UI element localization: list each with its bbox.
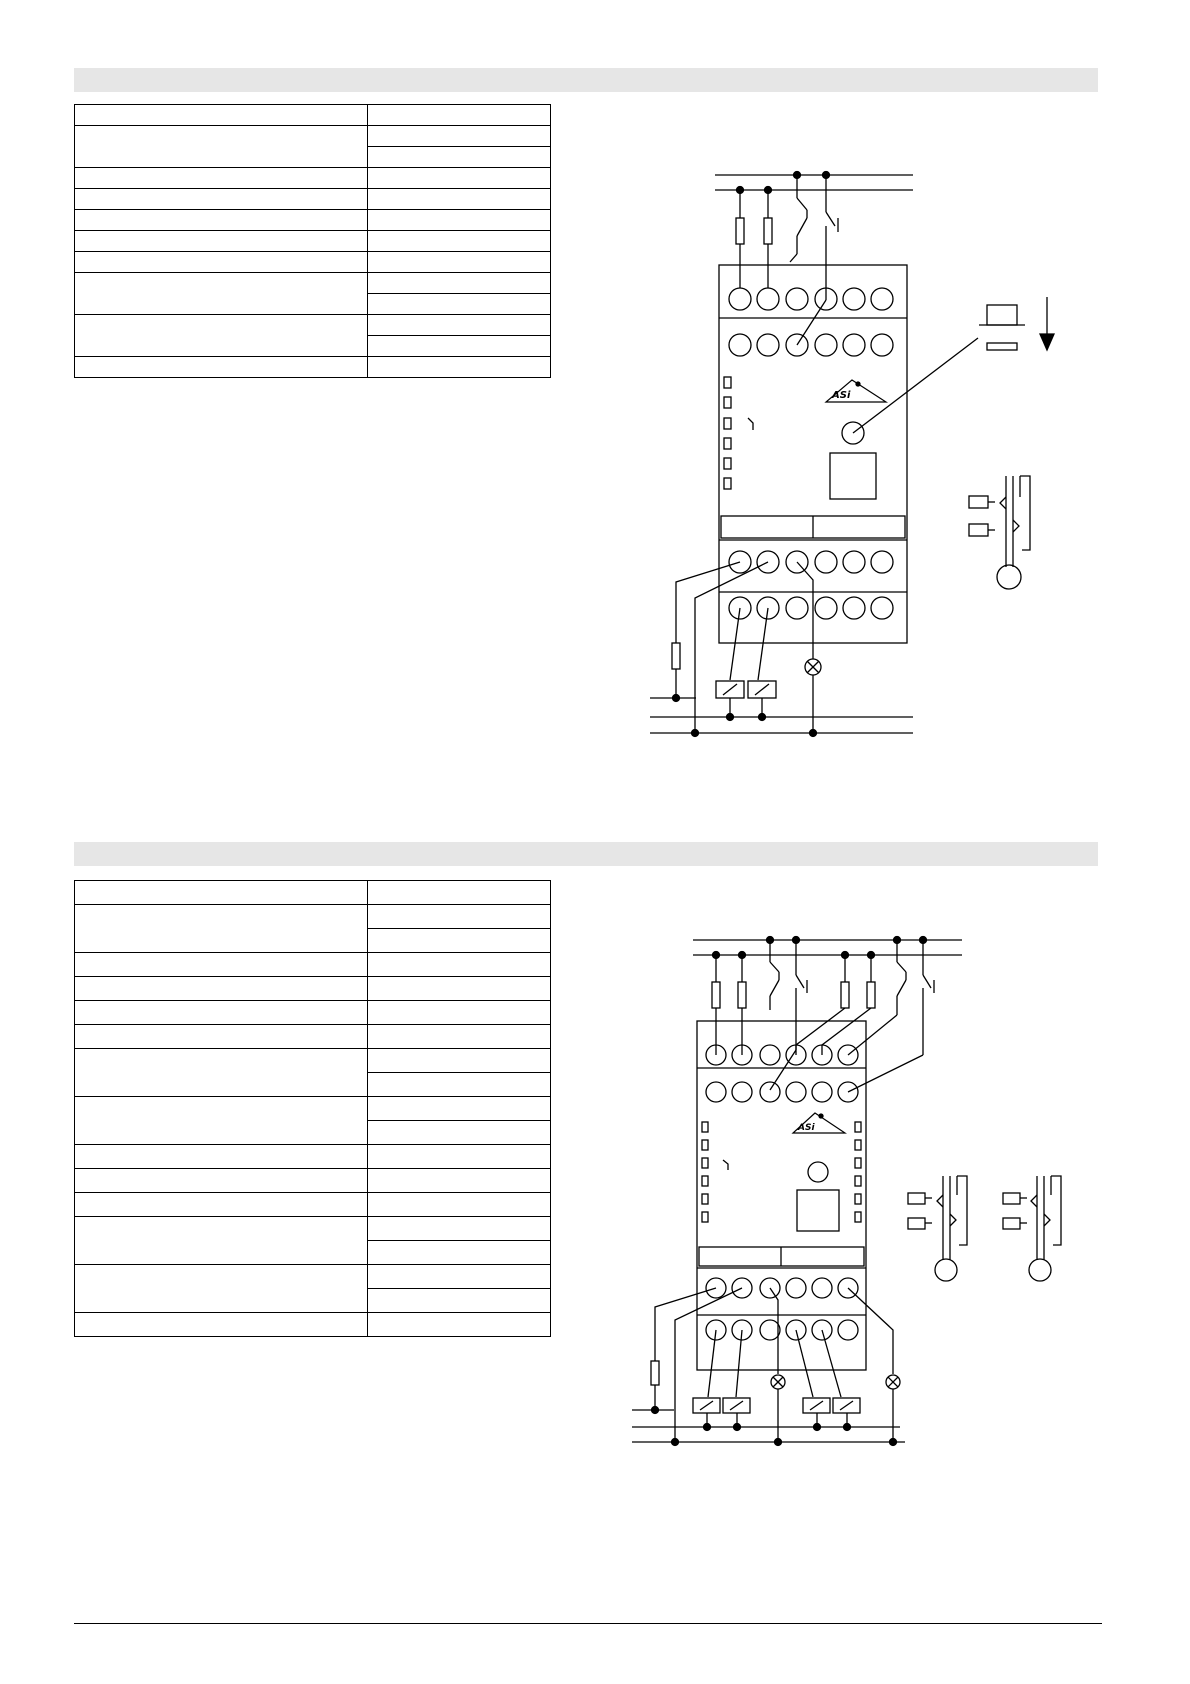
table-row [75,905,551,929]
row-label [75,1025,368,1049]
addressing-socket-icon [797,1162,839,1231]
row-value [368,273,551,294]
asi-logo [826,380,886,402]
table-row [75,1169,551,1193]
row-label [75,210,368,231]
row-value [368,1193,551,1217]
push-button-actuator-icon [979,297,1054,350]
row-label [75,189,368,210]
table-row [75,1313,551,1337]
row-value [368,294,551,315]
row-label [75,231,368,252]
row-label [75,1265,368,1313]
supply-bus-top [693,937,962,959]
row-label [75,126,368,168]
led-indicators [702,1122,861,1222]
row-value [368,315,551,336]
terminal-row-1 [706,1045,858,1065]
relay-coil-icon [716,681,776,717]
row-value [368,1097,551,1121]
pushbutton-switch-icon [770,940,934,1092]
table-row [75,126,551,147]
row-label [75,1169,368,1193]
row-value [368,905,551,929]
row-label [75,1145,368,1169]
row-value [368,1073,551,1097]
table-row [75,1145,551,1169]
table-row [75,1193,551,1217]
row-label [75,905,368,953]
contactor-icon [1003,1176,1061,1281]
row-label [75,168,368,189]
terminal-row-4 [706,1320,858,1340]
terminal-row-2 [729,334,893,356]
row-value [368,231,551,252]
row-label [75,273,368,315]
row-value [368,168,551,189]
row-value [368,252,551,273]
asi-logo [793,1113,845,1133]
row-value [368,1145,551,1169]
row-label [75,953,368,977]
row-value [368,126,551,147]
row-value [368,1049,551,1073]
table-row [75,252,551,273]
row-label [75,1217,368,1265]
row-value [368,1001,551,1025]
table-row [75,1217,551,1241]
table-row [75,273,551,294]
row-value [368,357,551,378]
row-value [368,881,551,905]
table-row [75,1001,551,1025]
table-row [75,189,551,210]
row-label [75,1001,368,1025]
row-value [368,189,551,210]
row-label [75,105,368,126]
wiring-diagram-1 [640,160,1100,750]
row-value [368,1169,551,1193]
supply-bus-bottom [650,714,913,737]
led-indicators [724,377,753,489]
row-value [368,336,551,357]
row-label [75,881,368,905]
row-value [368,1265,551,1289]
row-value [368,977,551,1001]
asi-logo-text: ASi [798,1123,815,1133]
table-row [75,315,551,336]
table-row [75,953,551,977]
spec-table-2 [74,880,551,1337]
output-wiring [650,562,821,733]
fuse-icon [736,190,772,288]
section-1-header [74,68,1098,92]
supply-bus-bottom [632,1424,905,1446]
terminal-row-1 [729,288,893,310]
table-row [75,210,551,231]
spec-table-1 [74,104,551,378]
row-value [368,147,551,168]
table-row [75,105,551,126]
table-row [75,231,551,252]
pushbutton-switch-icon [790,175,838,345]
row-value [368,210,551,231]
row-label [75,977,368,1001]
table-row [75,1265,551,1289]
row-label [75,357,368,378]
relay-coil-icon [693,1398,860,1427]
row-value [368,1121,551,1145]
table-row [75,881,551,905]
table-row [75,1025,551,1049]
terminal-row-2 [706,1082,858,1102]
row-label [75,1049,368,1097]
output-wiring [632,1288,900,1442]
terminal-row-4 [729,597,893,619]
row-label [75,1313,368,1337]
supply-bus-top [715,172,913,194]
footer-rule [74,1623,1102,1624]
row-label [75,252,368,273]
row-value [368,1313,551,1337]
row-value [368,1241,551,1265]
row-value [368,1217,551,1241]
table-row [75,1049,551,1073]
fuse-icon [712,955,875,1055]
contactor-icon [969,476,1030,589]
table-row [75,1097,551,1121]
row-value [368,953,551,977]
contactor-icon [908,1176,967,1281]
row-value [368,1025,551,1049]
table-row [75,168,551,189]
table-row [75,357,551,378]
table-row [75,977,551,1001]
addressing-socket-icon [830,338,978,499]
section-2-header [74,842,1098,866]
row-label [75,315,368,357]
row-label [75,1097,368,1145]
asi-logo-text: ASi [832,390,851,401]
row-label [75,1193,368,1217]
row-value [368,1289,551,1313]
row-value [368,105,551,126]
wiring-diagram-2 [625,925,1095,1465]
row-value [368,929,551,953]
